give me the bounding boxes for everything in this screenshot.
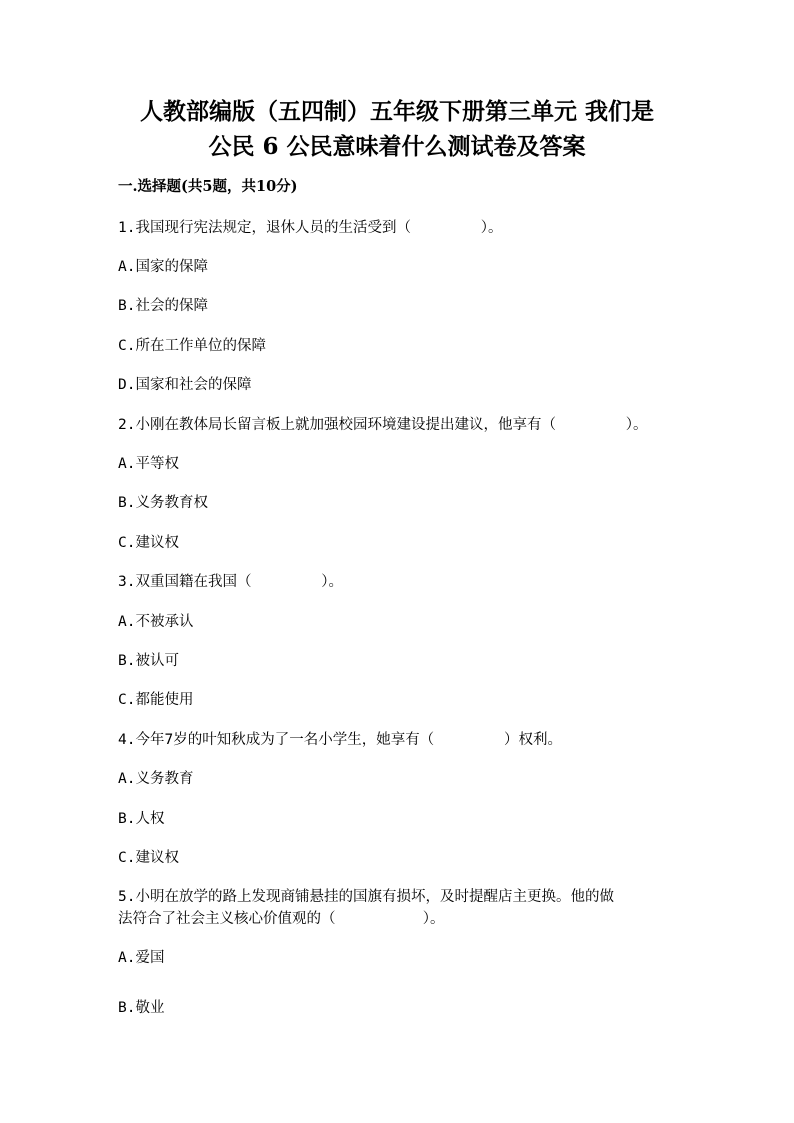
option-a: A.平等权 — [118, 456, 179, 472]
option-c: C.建议权 — [118, 535, 179, 551]
option-c: C.建议权 — [118, 850, 179, 866]
section-heading: 一.选择题(共5题，共10分) — [118, 178, 298, 195]
option-b: B.被认可 — [118, 653, 179, 669]
option-b: B.义务教育权 — [118, 495, 208, 511]
page-title-line-2: 公民 6 公民意味着什么测试卷及答案 — [208, 133, 586, 160]
option-b: B.人权 — [118, 811, 165, 827]
option-b: B.社会的保障 — [118, 298, 208, 314]
question-stem: 3.双重国籍在我国（ ）。 — [118, 574, 344, 590]
question-stem-line-2: 法符合了社会主义核心价值观的（ ）。 — [118, 911, 445, 927]
page-title-line-1: 人教部编版（五四制）五年级下册第三单元 我们是 — [139, 98, 654, 125]
question-stem: 2.小刚在教体局长留言板上就加强校园环境建设提出建议，他享有（ ）。 — [118, 417, 648, 433]
option-b: B.敬业 — [118, 1000, 165, 1016]
question-stem: 1.我国现行宪法规定，退休人员的生活受到（ ）。 — [118, 220, 503, 236]
question-stem: 4.今年7岁的叶知秋成为了一名小学生，她享有（ ）权利。 — [118, 732, 563, 748]
option-c: C.所在工作单位的保障 — [118, 338, 266, 354]
option-a: A.爱国 — [118, 950, 165, 966]
option-d: D.国家和社会的保障 — [118, 377, 252, 393]
option-a: A.国家的保障 — [118, 259, 208, 275]
option-a: A.不被承认 — [118, 614, 194, 630]
question-stem-line-1: 5.小明在放学的路上发现商铺悬挂的国旗有损坏，及时提醒店主更换。他的做 — [118, 889, 614, 905]
option-a: A.义务教育 — [118, 771, 194, 787]
option-c: C.都能使用 — [118, 692, 194, 708]
